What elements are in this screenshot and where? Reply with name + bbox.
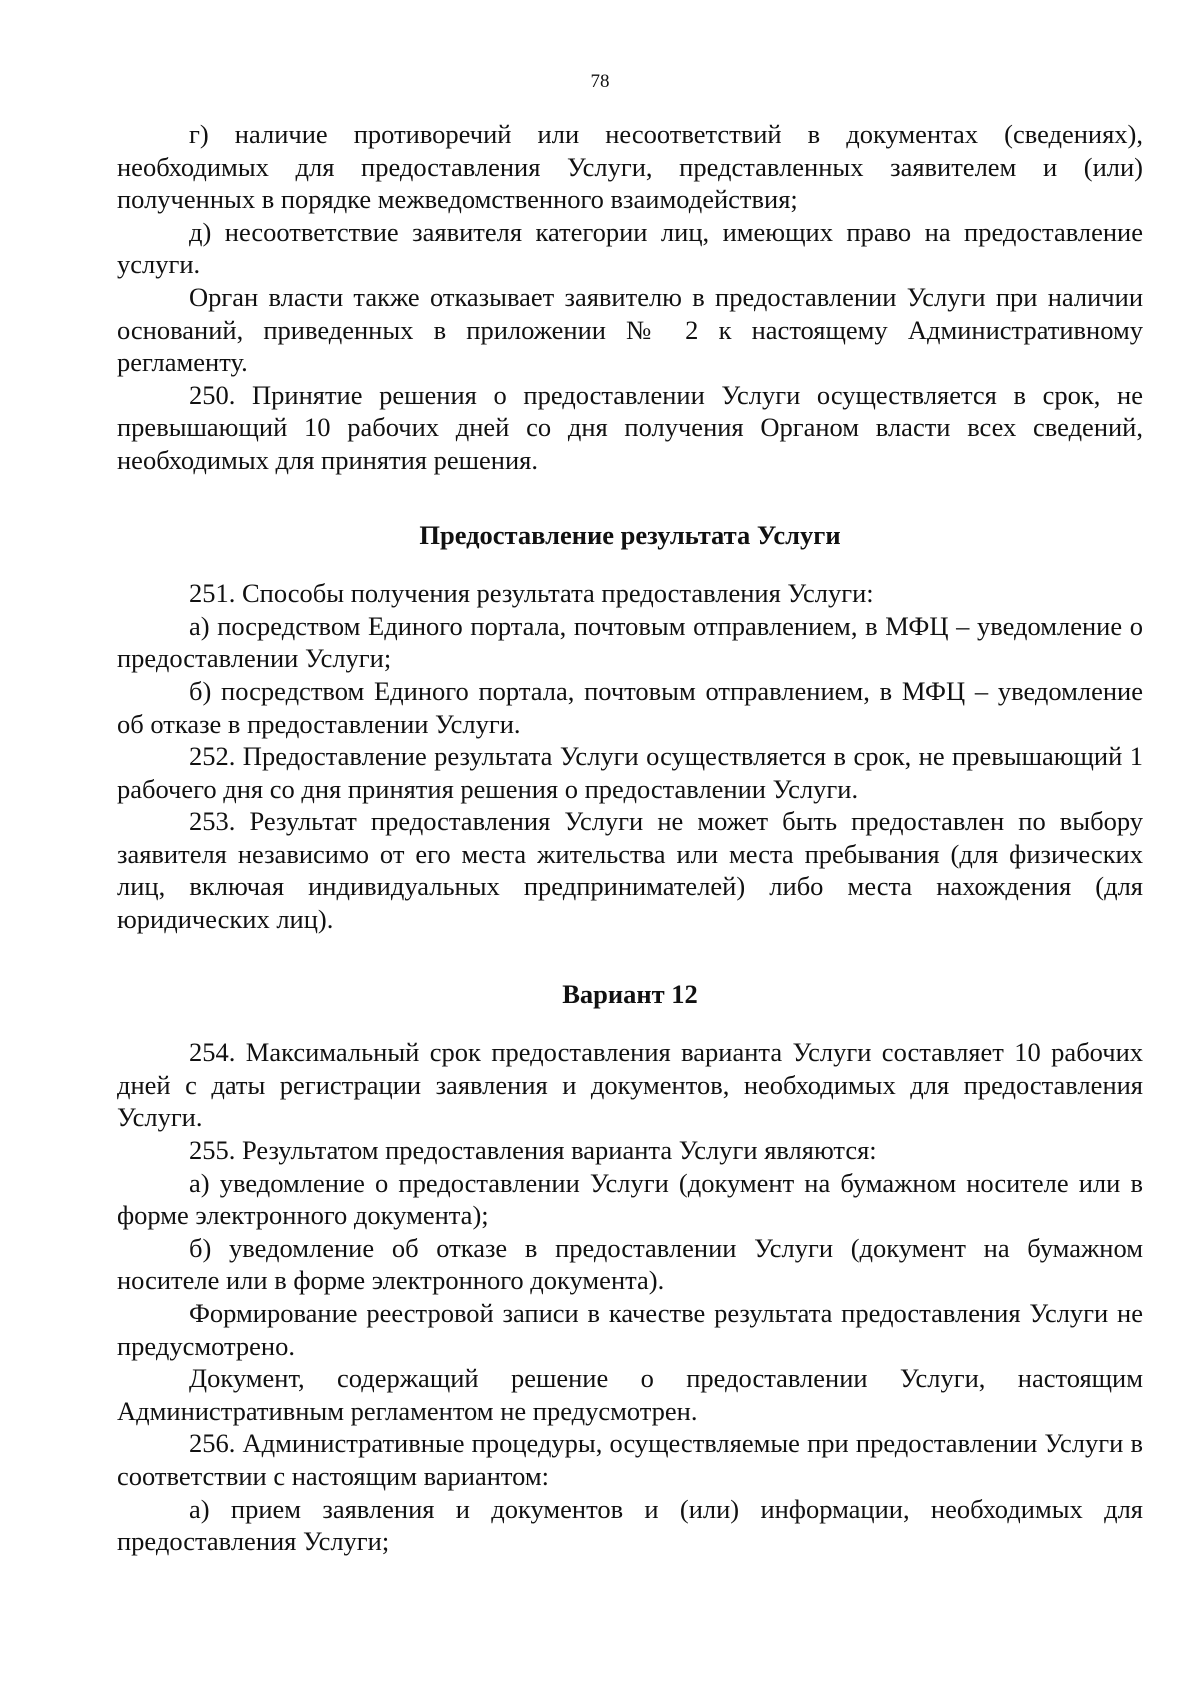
paragraph-256-a: а) прием заявления и документов и (или) информации, необходимых для предоставления Услуги; [117,1493,1143,1557]
paragraph-253: 253. Результат предоставления Услуги не может быть предоставлен по выбору заявителя независимо от его места жительства или места пребывания (для физических лиц, включая индивидуальных предпринимателей) либо места нахождения (для юридических лиц). [117,806,1143,935]
paragraph-256: 256. Административные процедуры, осуществляемые при предоставлении Услуги в соответствии с настоящим вариантом: [117,1428,1143,1491]
paragraph-255: 255. Результатом предоставления варианта Услуги являются: [189,1135,877,1166]
paragraph-refusal-grounds: Орган власти также отказывает заявителю в предоставлении Услуги при наличии оснований, приведенных в приложении № 2 к настоящему Административному регламенту. [117,281,1143,378]
paragraph-255-a: а) уведомление о предоставлении Услуги (документ на бумажном носителе или в форме электронного документа); [117,1167,1143,1231]
paragraph-d-category-mismatch: д) несоответствие заявителя категории лиц, имеющих право на предоставление услуги. [117,216,1143,280]
paragraph-251: 251. Способы получения результата предоставления Услуги: [189,578,874,609]
paragraph-250: 250. Принятие решения о предоставлении Услуги осуществляется в срок, не превышающий 10 рабочих дней со дня получения Органом власти всех сведений, необходимых для принятия решения. [117,379,1143,475]
paragraph-decision-document: Документ, содержащий решение о предоставлении Услуги, настоящим Административным регламентом не предусмотрен. [117,1363,1143,1426]
paragraph-registry-record: Формирование реестровой записи в качестве результата предоставления Услуги не предусмотрено. [117,1298,1143,1361]
page-number: 78 [590,71,610,92]
document-body [117,118,1143,1558]
section-heading-result: Предоставление результата Услуги [419,519,841,550]
paragraph-252: 252. Предоставление результата Услуги осуществляется в срок, не превышающий 1 рабочего дня со дня принятия решения о предоставлении Услуги. [117,741,1143,804]
section-heading-variant-12: Вариант 12 [562,978,698,1009]
paragraph-g-contradictions: г) наличие противоречий или несоответствий в документах (сведениях), необходимых для предоставления Услуги, представленных заявителем и (или) полученных в порядке межведомственного взаимодействия; [117,119,1143,215]
paragraph-254: 254. Максимальный срок предоставления варианта Услуги составляет 10 рабочих дней с даты регистрации заявления и документов, необходимых для предоставления Услуги. [117,1037,1143,1133]
paragraph-255-b: б) уведомление об отказе в предоставлении Услуги (документ на бумажном носителе или в форме электронного документа). [117,1232,1143,1296]
paragraph-251-b: б) посредством Единого портала, почтовым отправлением, в МФЦ – уведомление об отказе в предоставлении Услуги. [117,675,1143,739]
paragraph-251-a: а) посредством Единого портала, почтовым отправлением, в МФЦ – уведомление о предоставлении Услуги; [117,610,1143,674]
